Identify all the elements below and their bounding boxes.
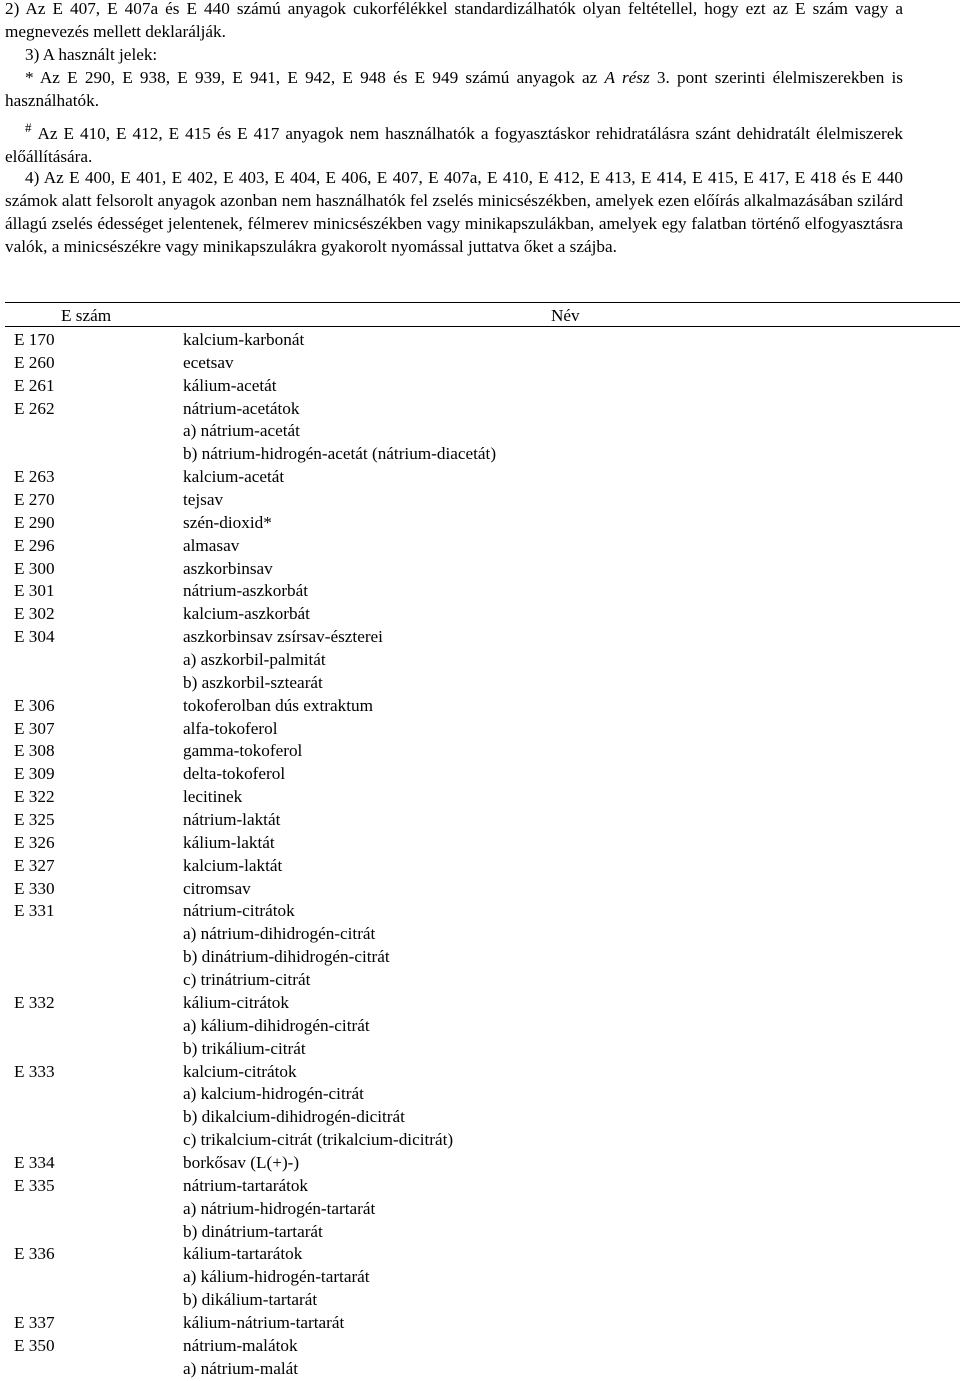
e-number-cell: E 308 bbox=[14, 741, 55, 761]
asterisk-note-suffix: 3. pont szerinti élelmiszerekben is használhatók. bbox=[5, 68, 903, 110]
table-row bbox=[0, 1083, 960, 1106]
table-row bbox=[0, 672, 960, 695]
table-row bbox=[0, 695, 960, 718]
table-row bbox=[0, 558, 960, 581]
table-header-name: Név bbox=[551, 306, 580, 325]
table-row bbox=[0, 946, 960, 969]
substance-name-cell: borkősav (L(+)-) bbox=[183, 1152, 300, 1172]
substance-name-cell: gamma-tokoferol bbox=[183, 741, 303, 761]
table-row bbox=[0, 466, 960, 489]
table-row bbox=[0, 352, 960, 375]
table-row bbox=[0, 1061, 960, 1084]
table-row bbox=[0, 992, 960, 1015]
e-number-cell: E 263 bbox=[14, 467, 55, 487]
e-number-cell: E 296 bbox=[14, 535, 55, 555]
table-row bbox=[0, 1038, 960, 1061]
substance-name-cell: citromsav bbox=[183, 878, 251, 898]
e-number-cell: E 327 bbox=[14, 855, 55, 875]
table-row bbox=[0, 1289, 960, 1312]
substance-name-cell: b) dikalcium-dihidrogén-dicitrát bbox=[183, 1107, 405, 1127]
additives-table bbox=[0, 329, 960, 1381]
table-row bbox=[0, 1175, 960, 1198]
table-row bbox=[0, 923, 960, 946]
table-row bbox=[0, 1221, 960, 1244]
substance-name-cell: nátrium-tartarátok bbox=[183, 1175, 309, 1195]
substance-name-cell: c) trinátrium-citrát bbox=[183, 970, 311, 990]
e-number-cell: E 170 bbox=[14, 330, 55, 349]
substance-name-cell: b) trikálium-citrát bbox=[183, 1038, 306, 1058]
table-row bbox=[0, 1312, 960, 1335]
table-row bbox=[0, 398, 960, 421]
hash-note-text: Az E 410, E 412, E 415 és E 417 anyagok nem használhatók a fogyasztáskor rehidratálásra szánt dehidratált élelmiszerek előállítására. bbox=[5, 124, 903, 166]
e-number-cell: E 333 bbox=[14, 1061, 55, 1081]
e-number-cell: E 332 bbox=[14, 992, 55, 1012]
table-row bbox=[0, 1198, 960, 1221]
substance-name-cell: a) kalcium-hidrogén-citrát bbox=[183, 1084, 364, 1104]
substance-name-cell: kálium-acetát bbox=[183, 375, 277, 395]
substance-name-cell: nátrium-malátok bbox=[183, 1335, 298, 1355]
e-number-cell: E 322 bbox=[14, 787, 55, 807]
table-row bbox=[0, 969, 960, 992]
e-number-cell: E 330 bbox=[14, 878, 55, 898]
table-row bbox=[0, 489, 960, 512]
table-row bbox=[0, 855, 960, 878]
substance-name-cell: kalcium-aszkorbát bbox=[183, 604, 310, 624]
e-number-cell: E 309 bbox=[14, 764, 55, 784]
table-top-rule bbox=[5, 302, 960, 303]
table-row bbox=[0, 740, 960, 763]
table-row bbox=[0, 718, 960, 741]
substance-name-cell: kalcium-acetát bbox=[183, 467, 285, 487]
table-row bbox=[0, 443, 960, 466]
e-number-cell: E 290 bbox=[14, 512, 55, 532]
substance-name-cell: a) kálium-hidrogén-tartarát bbox=[183, 1267, 370, 1287]
table-row bbox=[0, 1129, 960, 1152]
substance-name-cell: a) nátrium-hidrogén-tartarát bbox=[183, 1198, 376, 1218]
table-row bbox=[0, 626, 960, 649]
substance-name-cell: alfa-tokoferol bbox=[183, 718, 278, 738]
substance-name-cell: delta-tokoferol bbox=[183, 764, 286, 784]
paragraph-note-2 bbox=[5, 0, 903, 43]
substance-name-cell: kálium-citrátok bbox=[183, 992, 289, 1012]
e-number-cell: E 326 bbox=[14, 832, 55, 852]
table-row bbox=[0, 878, 960, 901]
substance-name-cell: kalcium-karbonát bbox=[183, 330, 305, 349]
substance-name-cell: c) trikalcium-citrát (trikalcium-dicitrát) bbox=[183, 1130, 454, 1150]
e-number-cell: E 270 bbox=[14, 490, 55, 510]
e-number-cell: E 307 bbox=[14, 718, 55, 738]
e-number-cell: E 302 bbox=[14, 604, 55, 624]
substance-name-cell: b) dinátrium-dihidrogén-citrát bbox=[183, 947, 390, 967]
table-row bbox=[0, 375, 960, 398]
substance-name-cell: kalcium-citrátok bbox=[183, 1061, 297, 1081]
substance-name-cell: kalcium-laktát bbox=[183, 855, 283, 875]
note-3-heading-text: 3) A használt jelek: bbox=[25, 45, 158, 64]
table-row bbox=[0, 763, 960, 786]
substance-name-cell: almasav bbox=[183, 535, 240, 555]
note-2-text: 2) Az E 407, E 407a és E 440 számú anyagok cukorfélékkel standardizálhatók olyan feltétellel, hogy ezt az E szám vagy a megnevezés mellett deklarálják. bbox=[5, 0, 903, 41]
substance-name-cell: a) aszkorbil-palmitát bbox=[183, 650, 326, 670]
table-row bbox=[0, 1335, 960, 1358]
table-row bbox=[0, 1243, 960, 1266]
table-row bbox=[0, 603, 960, 626]
substance-name-cell: nátrium-acetátok bbox=[183, 398, 300, 418]
substance-name-cell: tejsav bbox=[183, 490, 224, 510]
substance-name-cell: lecitinek bbox=[183, 787, 243, 807]
table-row bbox=[0, 329, 960, 352]
e-number-cell: E 261 bbox=[14, 375, 55, 395]
substance-name-cell: kálium-laktát bbox=[183, 832, 275, 852]
substance-name-cell: b) nátrium-hidrogén-acetát (nátrium-diacetát) bbox=[183, 444, 497, 464]
substance-name-cell: a) nátrium-malát bbox=[183, 1358, 299, 1378]
substance-name-cell: tokoferolban dús extraktum bbox=[183, 695, 373, 715]
substance-name-cell: ecetsav bbox=[183, 352, 234, 372]
table-row bbox=[0, 1106, 960, 1129]
paragraph-note-4 bbox=[5, 166, 903, 258]
paragraph-note-3-heading bbox=[25, 43, 903, 66]
table-row bbox=[0, 420, 960, 443]
table-header-code: E szám bbox=[61, 306, 112, 325]
note-4-text: 4) Az E 400, E 401, E 402, E 403, E 404, E 406, E 407, E 407a, E 410, E 412, E 413, E 414, E 415, E 417, E 418 és E 440 számok alatt felsorolt anyagok azonban nem használhatók fel zselés minicsészékben, amelyek ezen előírás alkalmazásában szilárd állagú zselés édességet jelentenek, félmerev minicsészékben vagy minikapszulákban, amelyek egy falatban történő elfogyasztásra valók, a minicsészékre vagy minikapszulákra gyakorolt nyomással juttatva őket a szájba. bbox=[5, 168, 903, 256]
table-row bbox=[0, 786, 960, 809]
substance-name-cell: nátrium-laktát bbox=[183, 810, 281, 830]
substance-name-cell: aszkorbinsav bbox=[183, 558, 273, 578]
e-number-cell: E 262 bbox=[14, 398, 55, 418]
table-row bbox=[0, 900, 960, 923]
e-number-cell: E 300 bbox=[14, 558, 55, 578]
e-number-cell: E 325 bbox=[14, 810, 55, 830]
table-row bbox=[0, 809, 960, 832]
substance-name-cell: kálium-nátrium-tartarát bbox=[183, 1312, 345, 1332]
asterisk-note-italic: A rész bbox=[604, 68, 650, 87]
e-number-cell: E 301 bbox=[14, 581, 55, 601]
table-row bbox=[0, 1015, 960, 1038]
substance-name-cell: a) kálium-dihidrogén-citrát bbox=[183, 1015, 370, 1035]
substance-name-cell: b) dinátrium-tartarát bbox=[183, 1221, 323, 1241]
table-row bbox=[0, 1358, 960, 1381]
asterisk-note-prefix: * Az E 290, E 938, E 939, E 941, E 942, E 948 és E 949 számú anyagok az bbox=[25, 68, 605, 87]
table-row bbox=[0, 832, 960, 855]
substance-name-cell: aszkorbinsav zsírsav-észterei bbox=[183, 627, 383, 647]
table-row bbox=[0, 1152, 960, 1175]
e-number-cell: E 335 bbox=[14, 1175, 55, 1195]
e-number-cell: E 260 bbox=[14, 352, 55, 372]
paragraph-hash-note bbox=[5, 122, 903, 168]
substance-name-cell: nátrium-aszkorbát bbox=[183, 581, 309, 601]
e-number-cell: E 336 bbox=[14, 1244, 55, 1264]
e-number-cell: E 350 bbox=[14, 1335, 55, 1355]
e-number-cell: E 304 bbox=[14, 627, 55, 647]
e-number-cell: E 337 bbox=[14, 1312, 55, 1332]
table-row bbox=[0, 580, 960, 603]
table-row bbox=[0, 535, 960, 558]
substance-name-cell: nátrium-citrátok bbox=[183, 901, 295, 921]
paragraph-asterisk-note bbox=[5, 66, 903, 112]
e-number-cell: E 334 bbox=[14, 1152, 55, 1172]
substance-name-cell: kálium-tartarátok bbox=[183, 1244, 303, 1264]
hash-mark: # bbox=[25, 120, 32, 136]
substance-name-cell: szén-dioxid* bbox=[183, 512, 272, 532]
substance-name-cell: a) nátrium-dihidrogén-citrát bbox=[183, 924, 376, 944]
table-row bbox=[0, 649, 960, 672]
substance-name-cell: b) aszkorbil-sztearát bbox=[183, 672, 323, 692]
e-number-cell: E 306 bbox=[14, 695, 55, 715]
substance-name-cell: b) dikálium-tartarát bbox=[183, 1290, 318, 1310]
table-row bbox=[0, 1266, 960, 1289]
table-row bbox=[0, 512, 960, 535]
table-header-rule bbox=[5, 326, 960, 327]
e-number-cell: E 331 bbox=[14, 901, 55, 921]
substance-name-cell: a) nátrium-acetát bbox=[183, 421, 300, 441]
